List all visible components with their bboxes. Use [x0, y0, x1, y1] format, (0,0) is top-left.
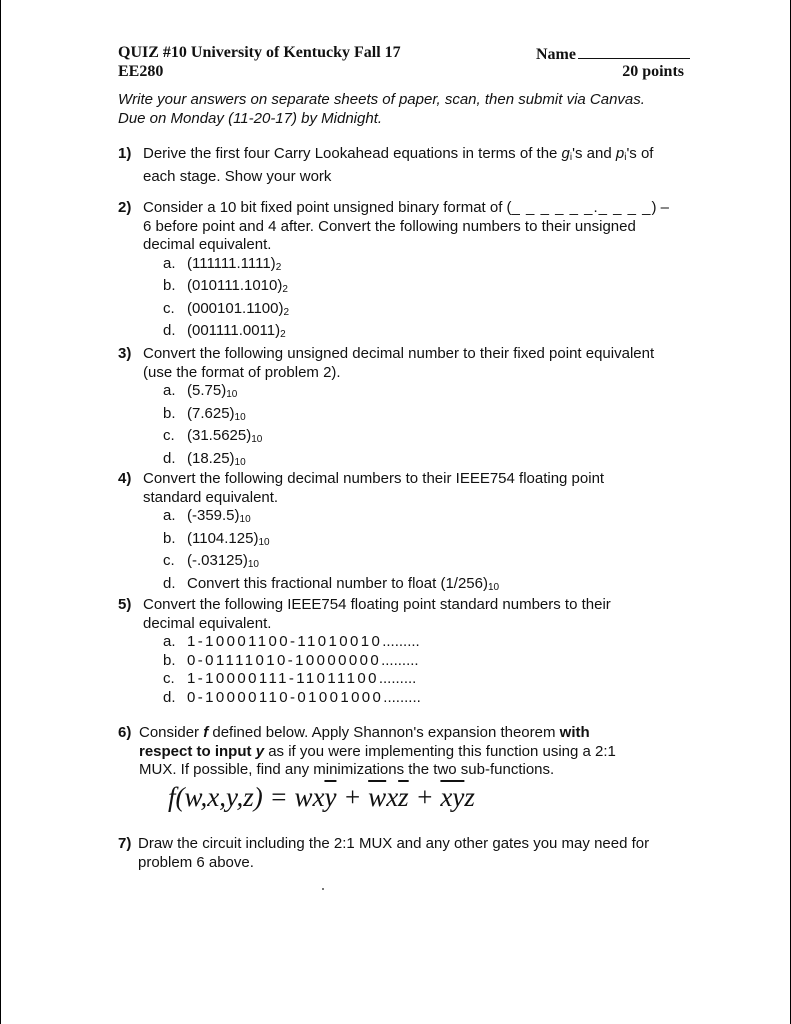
subitem-b: b. $(010111.1010)_2$: [163, 277, 288, 295]
question-line: standard equivalent.: [143, 488, 279, 506]
scan-speck: [322, 888, 324, 890]
question-line: Convert the following IEEE754 floating point standard numbers to their: [143, 596, 611, 613]
question-line: Convert the following decimal numbers to their IEEE754 floating point: [143, 470, 605, 487]
question-number: 2): [118, 199, 132, 216]
subitem-d: d. Convert this fractional number to float $(1/256)_{10}$: [163, 574, 500, 593]
subitem-c: c. $(31.5625)_{10}$: [163, 427, 263, 445]
page-left-edge: [0, 0, 1, 1024]
subitem-a: a. $(-359.5)_{10}$: [163, 507, 251, 525]
question-line: decimal equivalent.: [143, 614, 272, 632]
question-1: [118, 145, 688, 186]
question-line: Convert the following unsigned decimal number to their fixed point equivalent: [143, 345, 655, 362]
question-3: [118, 345, 688, 472]
question-line: (use the format of problem 2).: [143, 363, 341, 381]
question-7: [118, 835, 688, 872]
subitem-d: d. 0-10000110-01001000.........: [163, 688, 421, 706]
question-line: Draw the circuit including the 2:1 MUX and any other gates you may need for: [138, 835, 650, 852]
question-line: 6 before point and 4 after. Convert the following numbers to their unsigned: [143, 217, 636, 235]
format-blanks: _ _ _ _ _ _._ _ _ _: [511, 199, 652, 216]
name-field: [536, 44, 690, 64]
subitem-b: b. 0-01111010-10000000.........: [163, 651, 419, 669]
subitem-c: c. $(000101.1100)_2$: [163, 299, 290, 318]
name-blank-line: [578, 44, 690, 59]
question-2: [118, 199, 688, 345]
question-4: [118, 470, 688, 597]
instructions: [118, 90, 645, 128]
name-label: Name: [536, 46, 576, 63]
question-number: 4): [118, 470, 132, 487]
subitem-d: d. $(18.25)_{10}$: [163, 449, 246, 468]
quiz-title: QUIZ #10 University of Kentucky Fall 17: [118, 44, 401, 61]
boolean-function-formula: $f(w,x,y,z) = wx\overline{y} + \overline{w}x\overline{z} + \overline{xy}z$: [168, 782, 475, 812]
question-number: 3): [118, 345, 132, 362]
question-line: respect to input y as if you were implementing this function using a 2:1: [139, 742, 616, 760]
question-number: 1): [118, 145, 132, 162]
question-line: Derive the first four Carry Lookahead equations in terms of the $g_i's$ and $p_i's$ of: [143, 145, 654, 163]
question-line: each stage. Show your work: [143, 167, 332, 185]
subitem-b: b. $(1104.125)_{10}$: [163, 529, 270, 548]
instructions-line-1: Write your answers on separate sheets of paper, scan, then submit via Canvas.: [118, 91, 645, 108]
subitem-a: a. $(111111.1111)_2$: [163, 254, 282, 273]
question-number: 7): [118, 835, 132, 852]
question-line: Consider f defined below. Apply Shannon's expansion theorem with: [139, 724, 590, 741]
course-code: EE280: [118, 63, 164, 80]
subitem-b: b. $(7.625)_{10}$: [163, 404, 246, 423]
question-line: MUX. If possible, find any minimizations the two sub-functions.: [139, 761, 555, 778]
subitem-c: c. 1-10000111-11011100.........: [163, 670, 417, 687]
points-label: 20 points: [622, 63, 684, 80]
question-number: 5): [118, 596, 132, 613]
subitem-d: d. $(001111.0011)_2$: [163, 322, 286, 340]
question-line: decimal equivalent.: [143, 236, 272, 253]
question-5: [118, 596, 688, 707]
question-line: Consider a 10 bit fixed point unsigned binary format of (_ _ _ _ _ _._ _ _ _) –: [143, 199, 669, 216]
subitem-c: c. $(-.03125)_{10}$: [163, 552, 259, 570]
subitem-a: a. 1-10001100-11010010.........: [163, 633, 420, 650]
instructions-line-2: Due on Monday (11-20-17) by Midnight.: [118, 110, 383, 127]
subitem-a: a. $(5.75)_{10}$: [163, 382, 238, 400]
question-6: [118, 724, 688, 780]
question-number: 6): [118, 724, 132, 741]
question-line: problem 6 above.: [138, 853, 254, 871]
